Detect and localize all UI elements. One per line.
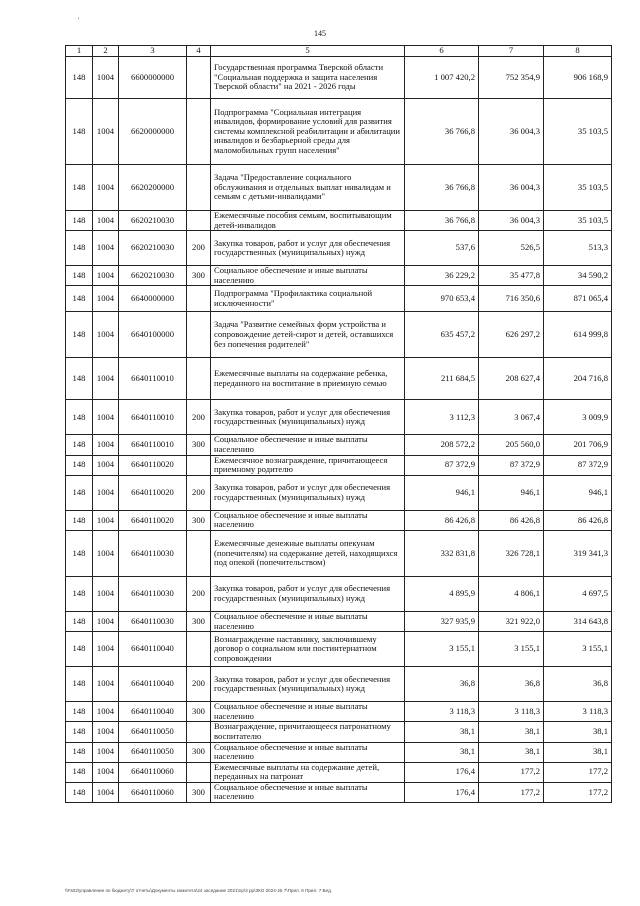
table-cell [187,455,211,475]
table-cell: 38,1 [405,722,479,742]
table-cell: 716 350,6 [479,286,544,312]
page-number: 145 [314,29,326,38]
table-row [66,435,612,455]
table-cell: 35 103,5 [544,165,612,211]
table-cell: 148 [66,667,93,702]
table-cell: 614 999,8 [544,312,612,358]
table-cell: 1004 [93,400,119,435]
table-cell: Закупка товаров, работ и услуг для обеспечения государственных (муниципальных) нужд [211,400,405,435]
table-cell: 6640110060 [119,782,187,802]
table-cell: 4 806,1 [479,576,544,611]
table-row [66,530,612,576]
table-cell [187,165,211,211]
table-cell: 35 103,5 [544,99,612,165]
header-cell: 4 [187,46,211,57]
table-cell: 148 [66,400,93,435]
table-cell: 38,1 [405,742,479,762]
table-cell: 1004 [93,530,119,576]
table-cell: 1004 [93,358,119,400]
table-cell: 3 155,1 [479,632,544,667]
table-cell: 1004 [93,782,119,802]
table-cell: Подпрограмма "Профилактика социальной исключенности" [211,286,405,312]
table-cell: 177,2 [544,782,612,802]
table-cell: 148 [66,475,93,510]
table-cell: 1004 [93,475,119,510]
table-cell [187,530,211,576]
table-cell: 148 [66,510,93,530]
table-cell: 38,1 [544,742,612,762]
table-cell: 34 590,2 [544,266,612,286]
table-cell: 1004 [93,762,119,782]
table-cell: 6640110040 [119,702,187,722]
table-cell [187,632,211,667]
table-cell [187,722,211,742]
table-cell: 148 [66,530,93,576]
table-cell: 148 [66,312,93,358]
table-cell: 204 716,8 [544,358,612,400]
table-cell: 300 [187,611,211,631]
table-cell: 6640000000 [119,286,187,312]
table-cell: 148 [66,455,93,475]
table-cell: Задача "Предоставление социального обслуживания и отдельных выплат инвалидам и семьям с детьми-инвалидами" [211,165,405,211]
table-cell: 35 103,5 [544,211,612,231]
table-cell: Социальное обеспечение и иные выплаты населению [211,742,405,762]
table-cell: 148 [66,435,93,455]
table-row [66,762,612,782]
table-cell: 6640110030 [119,530,187,576]
table-row [66,266,612,286]
table-cell [187,762,211,782]
table-cell: 626 297,2 [479,312,544,358]
table-cell: 200 [187,231,211,266]
table-cell: 6620200000 [119,165,187,211]
table-cell: 6600000000 [119,57,187,99]
table-cell: 148 [66,165,93,211]
table-cell: 38,1 [479,722,544,742]
table-cell: 1004 [93,57,119,99]
table-cell: 6640110020 [119,455,187,475]
table-cell: 300 [187,510,211,530]
table-cell: 148 [66,211,93,231]
table-cell: 36 766,8 [405,99,479,165]
table-cell: 1004 [93,455,119,475]
table-cell: Социальное обеспечение и иные выплаты населению [211,611,405,631]
table-cell: 36 229,2 [405,266,479,286]
table-cell: Социальное обеспечение и иные выплаты населению [211,266,405,286]
table-row [66,667,612,702]
table-cell: 200 [187,667,211,702]
header-cell: 3 [119,46,187,57]
table-cell: 6620210030 [119,231,187,266]
table-cell: 319 341,3 [544,530,612,576]
header-cell: 8 [544,46,612,57]
table-cell: Ежемесячное вознаграждение, причитающееся приемному родителю [211,455,405,475]
table-cell: 300 [187,435,211,455]
table-cell: 3 067,4 [479,400,544,435]
table-cell: Ежемесячные выплаты на содержание ребенка, переданного на воспитание в приемную семью [211,358,405,400]
table-cell: 1004 [93,286,119,312]
table-cell: 970 653,4 [405,286,479,312]
table-body [66,57,612,803]
table-cell: 1 007 420,2 [405,57,479,99]
table-cell: 177,2 [479,782,544,802]
table-cell: 36 004,3 [479,211,544,231]
table-cell: 148 [66,782,93,802]
table-cell: 6640110040 [119,632,187,667]
table-cell [187,312,211,358]
table-cell: 1004 [93,722,119,742]
table-cell: 6640110010 [119,435,187,455]
table-cell: Социальное обеспечение и иные выплаты населению [211,510,405,530]
table-cell: 1004 [93,99,119,165]
table-row [66,702,612,722]
table-cell: 200 [187,475,211,510]
table-cell: 3 009,9 [544,400,612,435]
table-cell: 148 [66,266,93,286]
table-row [66,722,612,742]
table-cell: 332 831,8 [405,530,479,576]
table-cell: 6640110050 [119,722,187,742]
table-cell: 38,1 [544,722,612,742]
table-cell: 300 [187,702,211,722]
table-cell: 1004 [93,231,119,266]
table-cell: 526,5 [479,231,544,266]
table-row [66,400,612,435]
table-cell: 4 895,9 [405,576,479,611]
table-cell: 148 [66,231,93,266]
table-row [66,510,612,530]
table-cell: Задача "Развитие семейных форм устройства и сопровождение детей-сирот и детей, оставшихся без попечения родителей" [211,312,405,358]
table-cell: Социальное обеспечение и иные выплаты населению [211,782,405,802]
table-cell: 148 [66,57,93,99]
table-header-row [66,46,612,57]
table-cell: 148 [66,358,93,400]
table-cell: 6640110040 [119,667,187,702]
table-cell: 6640100000 [119,312,187,358]
table-cell: 148 [66,702,93,722]
table-cell: 6640110050 [119,742,187,762]
table-cell [187,99,211,165]
table-cell: 200 [187,576,211,611]
table-cell: 36,8 [544,667,612,702]
table-row [66,742,612,762]
table-cell: 321 922,0 [479,611,544,631]
table-cell: 6640110010 [119,358,187,400]
table-cell: 6640110030 [119,611,187,631]
table-row [66,231,612,266]
table-row [66,455,612,475]
budget-table [65,45,612,803]
table-cell: Вознаграждение наставнику, заключившему договор о социальном или постинтернатном сопровождении [211,632,405,667]
table-cell: 3 155,1 [544,632,612,667]
table-row [66,632,612,667]
table-cell: 36,8 [405,667,479,702]
table-cell: Ежемесячные пособия семьям, воспитывающим детей-инвалидов [211,211,405,231]
table-cell: 1004 [93,266,119,286]
table-cell: 1004 [93,510,119,530]
table-cell: 6640110020 [119,475,187,510]
table-cell: 6620210030 [119,266,187,286]
table-cell: 200 [187,400,211,435]
header-cell: 5 [211,46,405,57]
table-cell: 1004 [93,742,119,762]
table-cell: 946,1 [405,475,479,510]
table-cell: 148 [66,722,93,742]
table-cell: Социальное обеспечение и иные выплаты населению [211,435,405,455]
table-cell: Ежемесячные выплаты на содержание детей, переданных на патронат [211,762,405,782]
table-cell: 35 477,8 [479,266,544,286]
header-cell: 7 [479,46,544,57]
file-path-footer: \\Fs02\управление по бюджету\Т отчеты\Документы комитета\24 заседание 2021\пр\3 рр\ЗКО 2024-25 7\Прил. 6 Прил. 7 Вед. [65,888,333,893]
table-cell: 205 560,0 [479,435,544,455]
table-cell: 176,4 [405,782,479,802]
table-cell: Государственная программа Тверской области "Социальная поддержка и защита населения Тверской области" на 2021 - 2026 годы [211,57,405,99]
table-cell: Ежемесячные денежные выплаты опекунам (попечителям) на содержание детей, находящихся под опекой (попечительством) [211,530,405,576]
table-cell: 148 [66,742,93,762]
table-cell: 3 118,3 [405,702,479,722]
table-cell: 86 426,8 [479,510,544,530]
table-cell [187,286,211,312]
table-cell: 6640110020 [119,510,187,530]
table-cell: 326 728,1 [479,530,544,576]
table-cell: 871 065,4 [544,286,612,312]
header-cell: 2 [93,46,119,57]
table-cell: Вознаграждение, причитающееся патронатному воспитателю [211,722,405,742]
table-cell: 537,6 [405,231,479,266]
table-cell: 177,2 [479,762,544,782]
table-cell: 148 [66,576,93,611]
table-row [66,358,612,400]
table-cell: 314 643,8 [544,611,612,631]
table-cell: 176,4 [405,762,479,782]
table-row [66,782,612,802]
table-cell: 148 [66,632,93,667]
table-cell: 300 [187,782,211,802]
table-cell: 36,8 [479,667,544,702]
table-cell: 1004 [93,576,119,611]
table-cell: 87 372,9 [479,455,544,475]
table-cell: 1004 [93,211,119,231]
table-cell: 177,2 [544,762,612,782]
table-cell: 1004 [93,165,119,211]
corner-mark: ' [78,16,80,25]
table-row [66,611,612,631]
table-cell: 1004 [93,611,119,631]
table-cell: 3 118,3 [544,702,612,722]
table-cell: 513,3 [544,231,612,266]
table-cell: 3 155,1 [405,632,479,667]
table-cell: 201 706,9 [544,435,612,455]
table-cell: 36 004,3 [479,165,544,211]
table-cell: 6640110010 [119,400,187,435]
table-cell [187,57,211,99]
table-cell: 4 697,5 [544,576,612,611]
table-cell: 36 766,8 [405,165,479,211]
table-cell: 635 457,2 [405,312,479,358]
table-cell: 87 372,9 [405,455,479,475]
table-row [66,475,612,510]
table-cell: Закупка товаров, работ и услуг для обеспечения государственных (муниципальных) нужд [211,667,405,702]
table-cell: 1004 [93,667,119,702]
table-cell: Закупка товаров, работ и услуг для обеспечения государственных (муниципальных) нужд [211,231,405,266]
table-cell: 3 118,3 [479,702,544,722]
table-cell: 1004 [93,435,119,455]
table-cell: 1004 [93,632,119,667]
table-row [66,312,612,358]
table-cell: 148 [66,762,93,782]
table-cell: 36 004,3 [479,99,544,165]
table-cell: 3 112,3 [405,400,479,435]
table-row [66,286,612,312]
table-cell [187,358,211,400]
table-cell: Подпрограмма "Социальная интеграция инвалидов, формирование условий для развития системы комплексной реабилитации и абилитации инвалидов и безбарьерной среды для маломобильных групп населения" [211,99,405,165]
table-cell: 1004 [93,312,119,358]
table-cell: 300 [187,742,211,762]
table-cell: 1004 [93,702,119,722]
table-cell: 38,1 [479,742,544,762]
table-cell: 946,1 [479,475,544,510]
table-cell: 86 426,8 [405,510,479,530]
table-cell: Социальное обеспечение и иные выплаты населению [211,702,405,722]
table-cell: 6620210030 [119,211,187,231]
table-cell: 86 426,8 [544,510,612,530]
table-cell: 327 935,9 [405,611,479,631]
table-row [66,576,612,611]
table-cell: 36 766,8 [405,211,479,231]
table-cell: 208 627,4 [479,358,544,400]
table-cell: 300 [187,266,211,286]
table-cell: 906 168,9 [544,57,612,99]
header-cell: 1 [66,46,93,57]
table-row [66,211,612,231]
table-cell: 148 [66,99,93,165]
table-cell: 148 [66,611,93,631]
table-cell: 208 572,2 [405,435,479,455]
header-cell: 6 [405,46,479,57]
table-cell: 6640110030 [119,576,187,611]
table-row [66,99,612,165]
table-cell: 752 354,9 [479,57,544,99]
table-cell: Закупка товаров, работ и услуг для обеспечения государственных (муниципальных) нужд [211,475,405,510]
table-cell: 211 684,5 [405,358,479,400]
table-cell: 6620000000 [119,99,187,165]
table-cell: 946,1 [544,475,612,510]
table-cell: 148 [66,286,93,312]
table-row [66,57,612,99]
table-cell: 6640110060 [119,762,187,782]
table-cell [187,211,211,231]
table-cell: 87 372,9 [544,455,612,475]
table-cell: Закупка товаров, работ и услуг для обеспечения государственных (муниципальных) нужд [211,576,405,611]
table-row [66,165,612,211]
